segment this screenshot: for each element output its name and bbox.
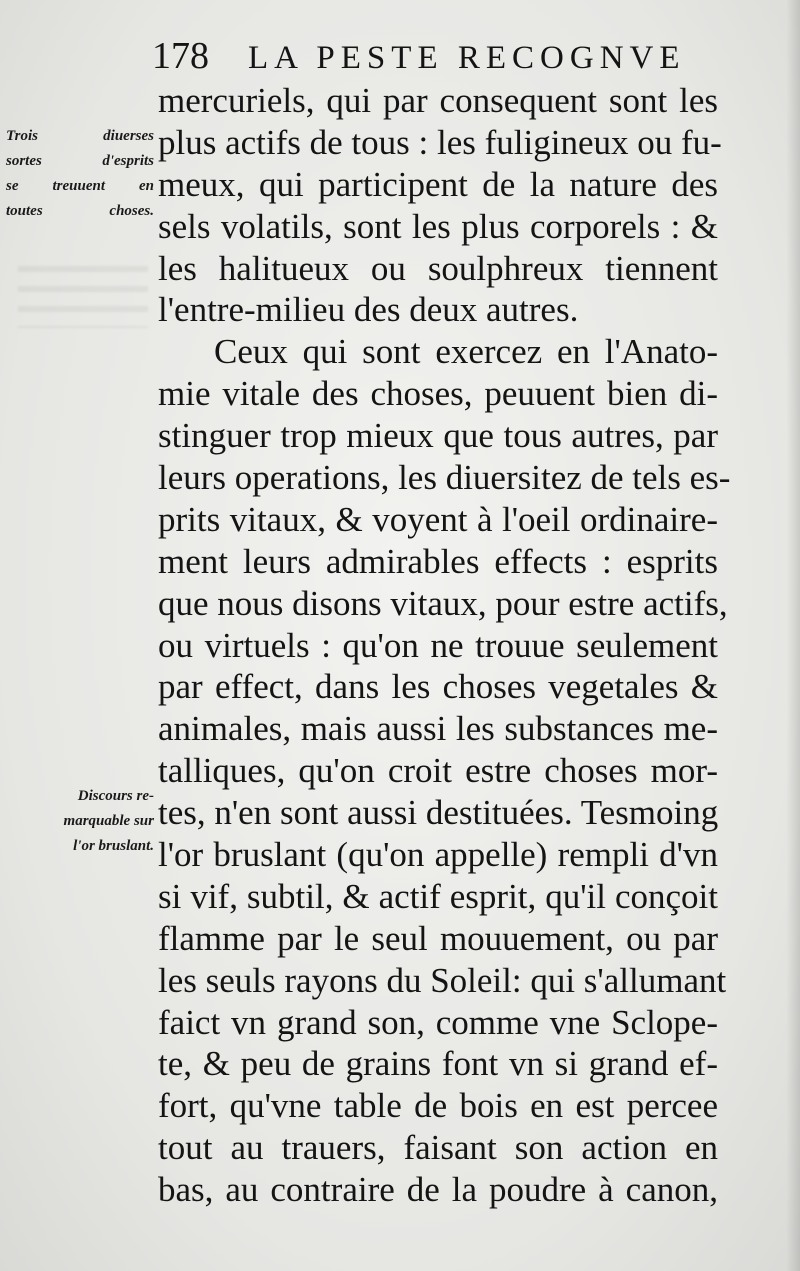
text-line: ment leurs admirables effects : esprits	[158, 541, 718, 581]
text-line: flamme par le seul mouuement, ou par	[158, 918, 718, 958]
margin-note-line: Discours re-	[77, 788, 154, 804]
text-line: par effect, dans les choses vegetales &	[158, 667, 718, 707]
text-line: plus actifs de tous : les fuligineux ou fu-	[158, 122, 722, 162]
margin-note-line: Trois diuerses	[6, 128, 154, 144]
text-line: sels volatils, sont les plus corporels : &	[158, 206, 718, 246]
text-line: mercuriels, qui par consequent sont les	[158, 81, 718, 120]
text-line: les seuls rayons du Soleil: qui s'allumant	[158, 960, 727, 1000]
margin-note	[6, 124, 154, 224]
text-line: ou virtuels : qu'on ne trouue seulement	[158, 625, 718, 665]
text-line: te, & peu de grains font vn si grand ef-	[158, 1044, 718, 1084]
text-line: prits vitaux, & voyent à l'oeil ordinaire-	[158, 499, 718, 539]
text-line: l'entre-milieu des deux autres.	[158, 290, 579, 330]
page-header	[152, 36, 712, 78]
text-line: faict vn grand son, comme vne Sclope-	[158, 1002, 718, 1042]
page-number: 178	[152, 35, 209, 77]
text-line: fort, qu'vne table de bois en est percee	[158, 1086, 718, 1126]
page-gutter-shadow	[786, 0, 800, 1271]
text-line: mie vitale des choses, peuuent bien di-	[158, 374, 718, 414]
text-line: l'or bruslant (qu'on appelle) rempli d'vn	[158, 835, 718, 875]
text-line: que nous disons vitaux, pour estre actifs,	[158, 583, 728, 623]
text-line: Ceux qui sont exercez en l'Anato-	[214, 332, 718, 372]
show-through-text	[18, 252, 148, 328]
text-line: les halitueux ou soulphreux tiennent	[158, 248, 718, 288]
margin-note-line: sortes d'esprits	[6, 153, 154, 169]
text-line: tout au trauers, faisant son action en	[158, 1128, 718, 1168]
text-line: bas, au contraire de la poudre à canon,	[158, 1170, 718, 1210]
running-title: LA PESTE RECOGNVE	[248, 40, 686, 76]
body-text	[158, 80, 731, 1211]
margin-note-line: l'or bruslant.	[73, 838, 154, 854]
margin-note-line: marquable sur	[63, 813, 154, 829]
text-line: meux, qui participent de la nature des	[158, 164, 718, 204]
text-line: leurs operations, les diuersitez de tels es-	[158, 458, 731, 498]
text-line: tes, n'en sont aussi destituées. Tesmoing	[158, 793, 719, 833]
margin-note-line: toutes choses.	[6, 203, 154, 219]
text-line: animales, mais aussi les substances me-	[158, 709, 718, 749]
text-line: talliques, qu'on croit estre choses mor-	[158, 751, 718, 791]
text-line: stinguer trop mieux que tous autres, par	[158, 416, 718, 456]
text-line: si vif, subtil, & actif esprit, qu'il conçoit	[158, 876, 718, 916]
margin-note	[6, 784, 154, 859]
margin-note-line: se treuuent en	[6, 178, 154, 194]
